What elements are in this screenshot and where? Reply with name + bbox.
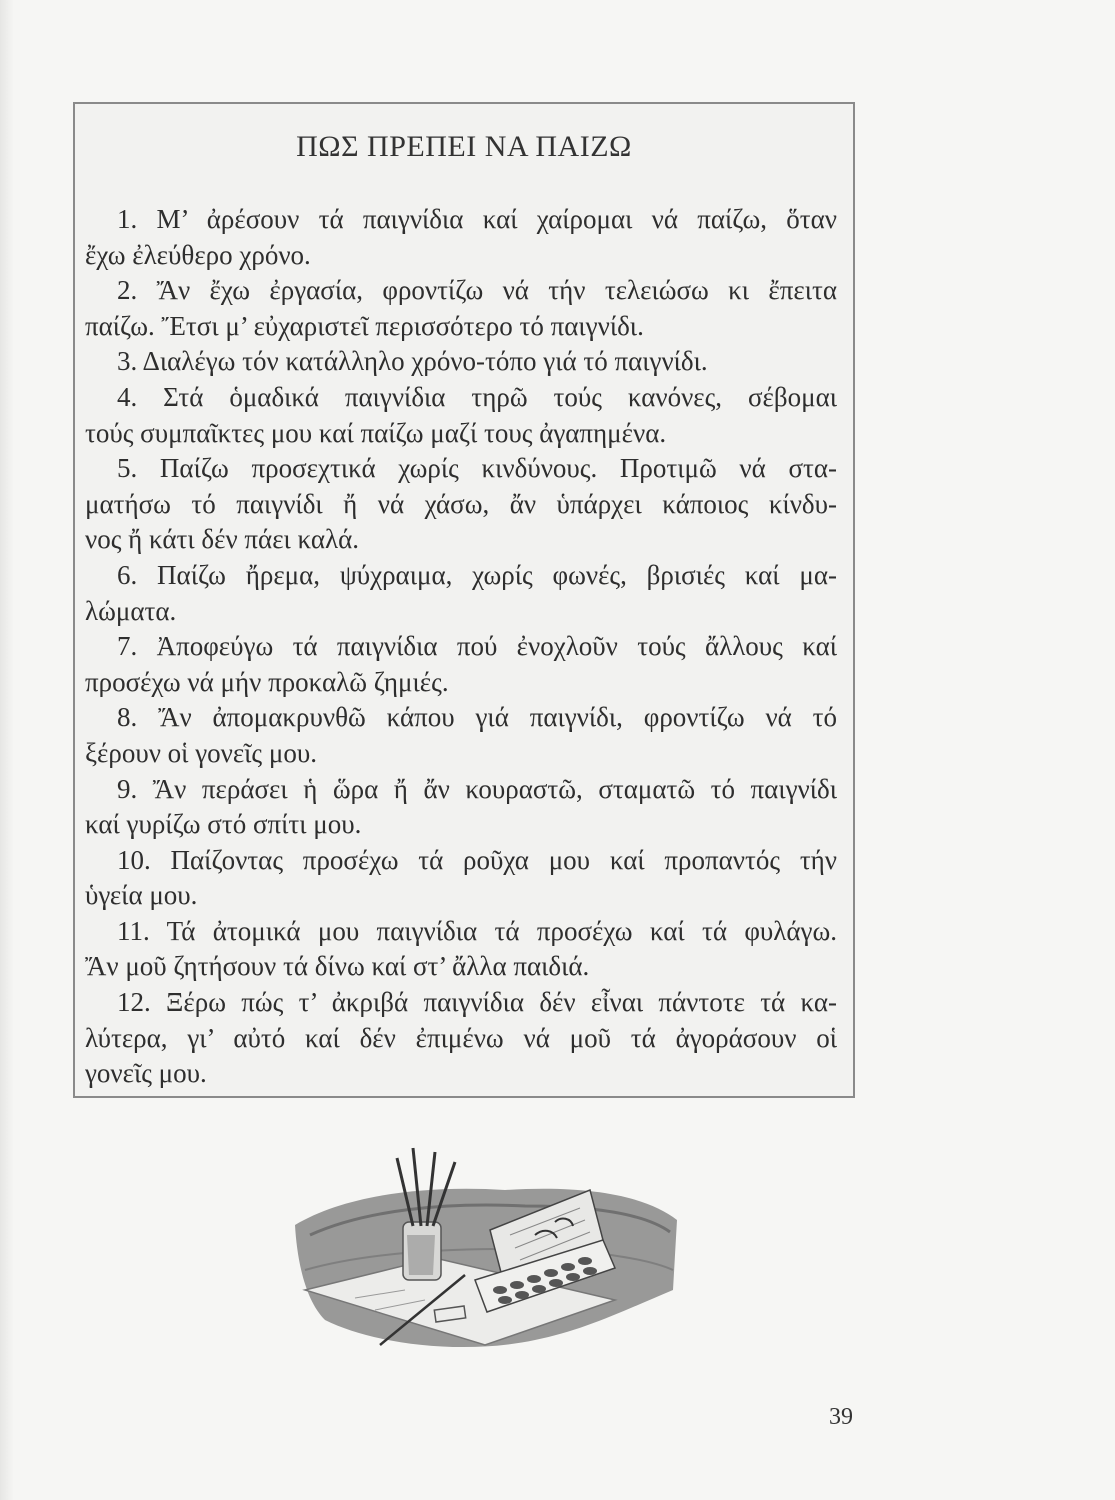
rules-list	[85, 202, 837, 1092]
rule-item-12-continued: λύτερα, γι’ αὐτό καί δέν ἐπιμένω νά μοῦ τά ἀγοράσουν οἱ	[85, 1022, 837, 1053]
rule-item-2: 2. Ἄν ἔχω ἐργασία, φροντίζω νά τήν τελειώσω κι ἔπειτα	[117, 275, 837, 306]
rule-item-10: 10. Παίζοντας προσέχω τά ροῦχα μου καί προπαντός τήν	[117, 844, 837, 875]
paint-set-illustration	[285, 1140, 685, 1360]
rule-item-5: 5. Παίζω προσεχτικά χωρίς κινδύνους. Προτιμῶ νά στα-	[117, 453, 837, 484]
rule-item-9-continued: καί γυρίζω στό σπίτι μου.	[85, 809, 362, 840]
rule-item-6: 6. Παίζω ἤρεμα, ψύχραιμα, χωρίς φωνές, βρισιές καί μα-	[117, 559, 837, 590]
rules-box	[73, 102, 855, 1098]
rule-item-11: 11. Τά ἀτομικά μου παιγνίδια τά προσέχω καί τά φυλάγω.	[117, 915, 837, 946]
rule-item-12: 12. Ξέρω πώς τ’ ἀκριβά παιγνίδια δέν εἶναι πάντοτε τά κα-	[117, 987, 837, 1018]
page-number: 39	[829, 1404, 853, 1430]
rule-item-2-continued: παίζω. Ἔτσι μ’ εὐχαριστεῖ περισσότερο τό παιγνίδι.	[85, 310, 644, 341]
rule-item-9: 9. Ἄν περάσει ἡ ὥρα ἤ ἄν κουραστῶ, σταματῶ τό παιγνίδι	[117, 773, 837, 804]
rule-item-1-continued: ἔχω ἐλεύθερο χρόνο.	[85, 239, 311, 270]
rule-item-6-continued: λώματα.	[85, 595, 177, 626]
rule-item-7: 7. Ἀποφεύγω τά παιγνίδια πού ἐνοχλοῦν τούς ἄλλους καί	[117, 631, 837, 662]
rule-item-5-continued: ματήσω τό παιγνίδι ἤ νά χάσω, ἄν ὑπάρχει κάποιος κίνδυ-	[85, 488, 837, 519]
box-title: ΠΩΣ ΠΡΕΠΕΙ ΝΑ ΠΑΙΖΩ	[296, 130, 632, 163]
rule-item-4: 4. Στά ὁμαδικά παιγνίδια τηρῶ τούς κανόνες, σέβομαι	[117, 381, 837, 412]
rule-item-10-continued: ὑγεία μου.	[85, 880, 198, 911]
rule-item-8: 8. Ἄν ἀπομακρυνθῶ κάπου γιά παιγνίδι, φροντίζω νά τό	[117, 702, 837, 733]
rule-item-4-continued: τούς συμπαῖκτες μου καί παίζω μαζί τους ἀγαπημένα.	[85, 417, 667, 448]
rule-item-1: 1. Μ’ ἀρέσουν τά παιγνίδια καί χαίρομαι νά παίζω, ὅταν	[117, 204, 837, 234]
rule-item-12-continued: γονεῖς μου.	[85, 1058, 207, 1089]
rule-item-7-continued: προσέχω νά μήν προκαλῶ ζημιές.	[85, 666, 449, 697]
rule-item-11-continued: Ἄν μοῦ ζητήσουν τά δίνω καί στ’ ἄλλα παιδιά.	[85, 951, 590, 982]
rule-item-5-continued: νος ἤ κάτι δέν πάει καλά.	[85, 524, 360, 555]
rule-item-8-continued: ξέρουν οἱ γονεῖς μου.	[85, 737, 317, 768]
page-edge-shade	[0, 0, 14, 1500]
rule-item-3: 3. Διαλέγω τόν κατάλληλο χρόνο-τόπο γιά τό παιγνίδι.	[117, 346, 708, 377]
